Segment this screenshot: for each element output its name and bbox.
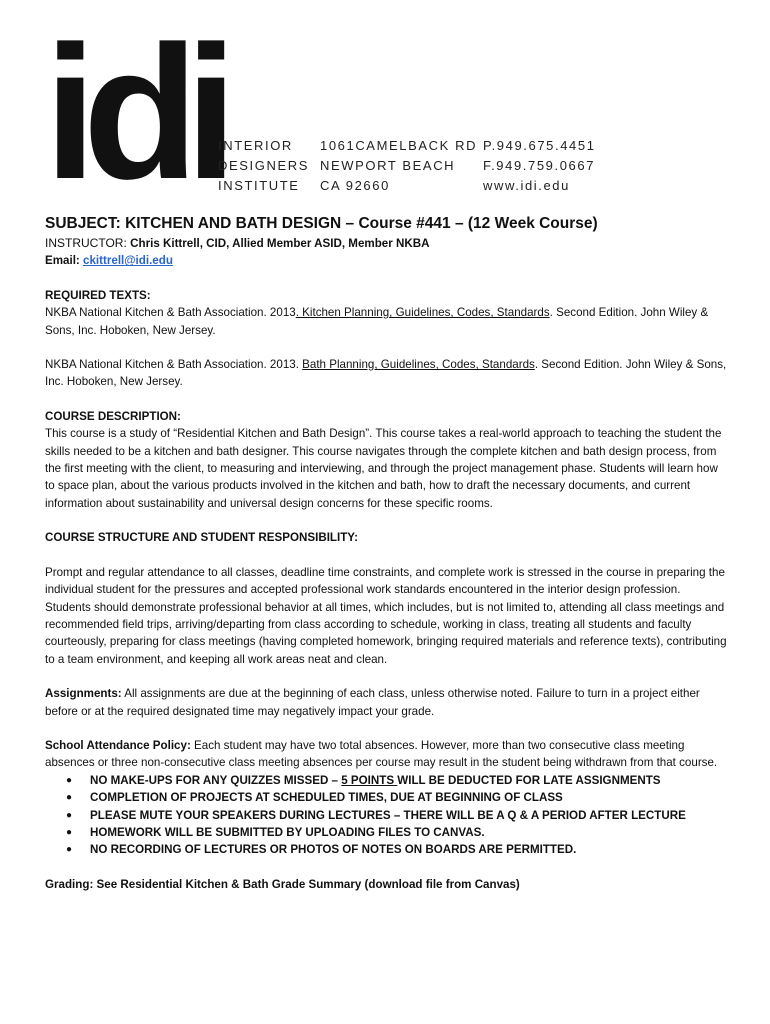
institute-line-1: INTERIOR bbox=[218, 138, 293, 153]
fax-number: F.949.759.0667 bbox=[483, 158, 596, 173]
assignments-label: Assignments: bbox=[45, 687, 122, 701]
attendance-label: School Attendance Policy: bbox=[45, 738, 191, 752]
email-label: Email: bbox=[45, 254, 84, 268]
institute-line-3: INSTITUTE bbox=[218, 178, 300, 193]
course-structure-heading: COURSE STRUCTURE AND STUDENT RESPONSIBILITY: bbox=[45, 531, 359, 545]
course-structure-body: Prompt and regular attendance to all classes, deadline time constraints, and complete work is stressed in the course in preparing the individual student for the pressures and accepted professional work standards encountered in the interior design profession. Students should demonstrate professional behavior at all times, which includes, but is not limited to, attending all class meetings and recommended field trips, arriving/departing from class according to schedule, working in class, treating all students and faculty courteously, preparing for class meetings (having completed homework, bringing required materials and reference texts), contributing to a team environment, and keeping all work areas neat and clean. bbox=[45, 565, 727, 666]
website: www.idi.edu bbox=[483, 178, 570, 193]
rule-item: ● HOMEWORK WILL BE SUBMITTED BY UPLOADING FILES TO CANVAS. bbox=[66, 824, 727, 841]
book1-publisher: NKBA National Kitchen & Bath Association. 2013 bbox=[45, 306, 296, 320]
grading-line: Grading: See Residential Kitchen & Bath Grade Summary (download file from Canvas) bbox=[45, 877, 520, 891]
instructor-name: Chris Kittrell, CID, Allied Member ASID, Member NKBA bbox=[130, 237, 430, 250]
rule-item bbox=[66, 772, 727, 789]
course-description-body: This course is a study of “Residential Kitchen and Bath Design”. This course takes a real-world approach to teaching the student the skills needed to be a kitchen and bath designer. This course navigates through the complete kitchen and bath design process, from the first meeting with the client, to measuring and interviewing, and through the project management phase. Students will learn how to space plan, about the various products involved in the kitchen and bath, how to draft the necessary documents, and current information about sustainability and universal design concerns for these specific rooms. bbox=[45, 427, 722, 510]
phone-number: P.949.675.4451 bbox=[483, 138, 596, 153]
attendance-body: Each student may have two total absences. However, more than two consecutive class meeting absences or three non-consecutive class meeting absences per course may result in the student being withdrawn from that course. bbox=[45, 738, 718, 770]
required-text-2 bbox=[45, 356, 727, 391]
idi-logo: idi bbox=[44, 7, 224, 219]
rule-item: ● PLEASE MUTE YOUR SPEAKERS DURING LECTURES – THERE WILL BE A Q & A PERIOD AFTER LECTURE bbox=[66, 807, 727, 824]
assignments-body: All assignments are due at the beginning of each class, unless otherwise noted. Failure to turn in a project either before or at the required designated time may negatively impact your grade. bbox=[45, 687, 700, 718]
course-description-heading: COURSE DESCRIPTION: bbox=[45, 409, 181, 423]
book1-edition: . Second Edition. John Wiley & Sons, Inc. Hoboken, New Jersey. bbox=[45, 306, 709, 337]
book2-title: Bath Planning, Guidelines, Codes, Standards bbox=[302, 358, 535, 372]
rule-1-text: NO MAKE-UPS FOR ANY QUIZZES MISSED – bbox=[90, 773, 342, 787]
rule-item: ● COMPLETION OF PROJECTS AT SCHEDULED TIMES, DUE AT BEGINNING OF CLASS bbox=[66, 789, 727, 806]
address-line-2: NEWPORT BEACH bbox=[320, 158, 456, 173]
institute-line-2: DESIGNERS bbox=[218, 158, 309, 173]
rule-item: ● NO RECORDING OF LECTURES OR PHOTOS OF NOTES ON BOARDS ARE PERMITTED. bbox=[66, 841, 727, 858]
street-address-block bbox=[320, 136, 477, 196]
instructor-label: INSTRUCTOR: bbox=[45, 236, 131, 250]
attendance-paragraph bbox=[45, 737, 727, 772]
address-line-1: 1061CAMELBACK RD bbox=[320, 138, 478, 153]
contact-block bbox=[483, 136, 596, 196]
assignments-paragraph bbox=[45, 685, 727, 720]
book1-title: . Kitchen Planning, Guidelines, Codes, Standards bbox=[295, 306, 550, 320]
email-link[interactable]: ckittrell@idi.edu bbox=[83, 254, 173, 268]
rule-1-text-end: WILL BE DEDUCTED FOR LATE ASSIGNMENTS bbox=[397, 773, 661, 787]
address-line-3: CA 92660 bbox=[320, 178, 390, 193]
instructor-line bbox=[45, 235, 727, 252]
subject-heading: SUBJECT: KITCHEN AND BATH DESIGN – Course #441 – (12 Week Course) bbox=[45, 215, 598, 232]
book2-edition: . Second Edition. John Wiley & Sons, Inc. Hoboken, New Jersey. bbox=[45, 358, 727, 389]
rules-list bbox=[45, 772, 727, 859]
required-texts-heading: REQUIRED TEXTS: bbox=[45, 288, 151, 302]
required-text-1 bbox=[45, 304, 727, 339]
email-line bbox=[45, 252, 727, 269]
institute-name-block bbox=[218, 136, 309, 196]
syllabus-content bbox=[45, 213, 727, 893]
rule-1-points: 5 POINTS bbox=[341, 773, 398, 787]
book2-publisher: NKBA National Kitchen & Bath Association. 2013. bbox=[45, 358, 303, 372]
